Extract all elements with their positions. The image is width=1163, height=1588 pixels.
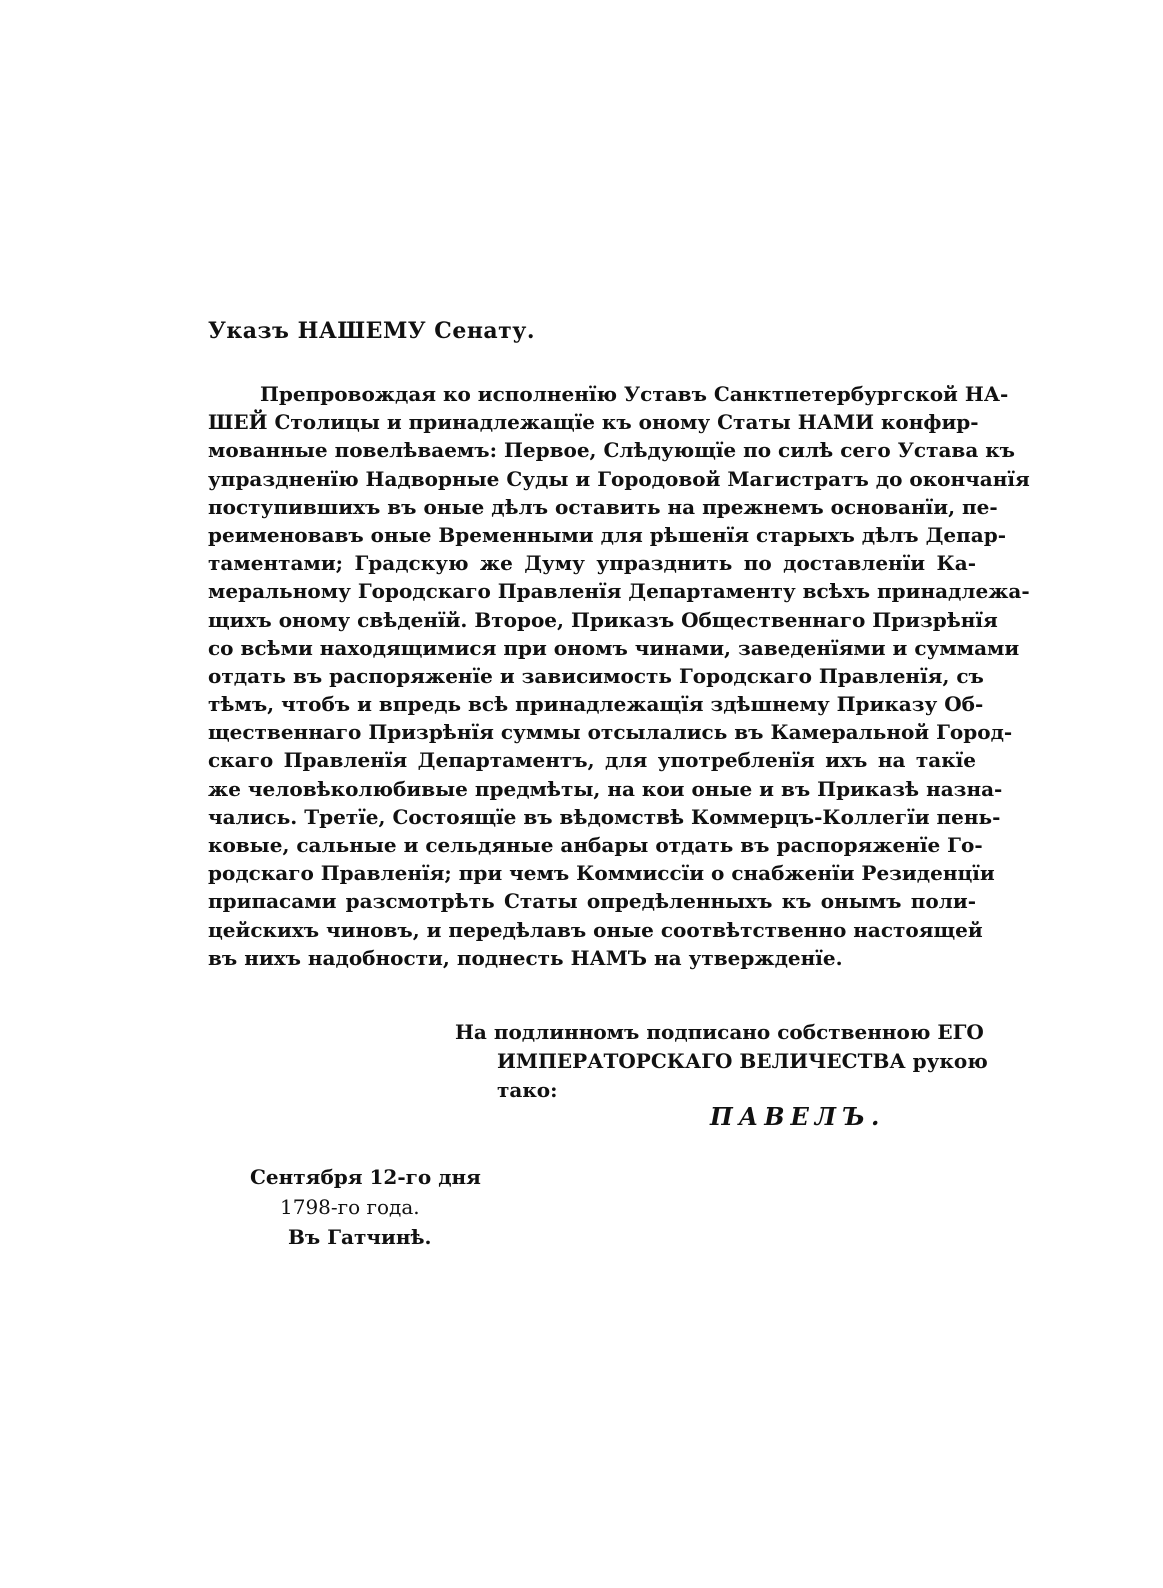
body-line: таментами; Градскую же Думу упразднить по доставленїи Ка- bbox=[208, 551, 976, 576]
decree-heading: Указъ НАШЕМУ Сенату. bbox=[208, 318, 536, 344]
body-line: скаго Правленїя Департаментъ, для употребленїя ихъ на такїе bbox=[208, 748, 976, 773]
year-line: 1798-го года. bbox=[280, 1195, 420, 1219]
body-line: со всѣми находящимися при ономъ чинами, заведенїями и суммами bbox=[208, 635, 1020, 660]
body-line: щественнаго Призрѣнїя суммы отсылались въ Камеральной Город- bbox=[208, 720, 1013, 745]
signature-note-line: На подлинномъ подписано собственною ЕГО bbox=[455, 1020, 984, 1044]
signature-note-line: тако: bbox=[497, 1078, 558, 1102]
body-line: поступившихъ въ оные дѣлъ оставить на прежнемъ основанїи, пе- bbox=[208, 494, 998, 519]
body-line: въ нихъ надобности, поднесть НАМЪ на утвержденїе. bbox=[208, 945, 843, 970]
decree-body bbox=[208, 380, 1030, 972]
place-line: Въ Гатчинѣ. bbox=[288, 1225, 432, 1249]
body-line: мованные повелѣваемъ: Первое, Слѣдующїе по силѣ сего Устава къ bbox=[208, 438, 1016, 463]
date-place bbox=[250, 1162, 481, 1252]
body-line: родскаго Правленїя; при чемъ Коммиссїи о снабженїи Резиденцїи bbox=[208, 861, 995, 886]
body-line: меральному Городскаго Правленїя Департаменту всѣхъ принадлежа- bbox=[208, 579, 1030, 604]
body-line: чались. Третїе, Состоящїе въ вѣдомствѣ Коммерцъ-Коллегїи пень- bbox=[208, 804, 1001, 829]
date-line: Сентября 12-го дня bbox=[250, 1165, 481, 1189]
body-line: ковые, сальные и сельдяные анбары отдать въ распоряженїе Го- bbox=[208, 833, 983, 857]
body-line: реименовавъ оные Временными для рѣшенїя старыхъ дѣлъ Депар- bbox=[208, 522, 1006, 547]
body-line: отдать въ распоряженїе и зависимость Городскаго Правленїя, съ bbox=[208, 663, 984, 688]
signer-name: ПАВЕЛЪ. bbox=[710, 1102, 886, 1131]
signature-note-line: ИМПЕРАТОРСКАГО ВЕЛИЧЕСТВА рукою bbox=[497, 1049, 988, 1073]
body-line: припасами разсмотрѣть Статы опредѣленныхъ къ онымъ поли- bbox=[208, 889, 976, 914]
body-line: цейскихъ чиновъ, и передѣлавъ оные соотвѣтственно настоящей bbox=[208, 917, 983, 942]
body-line: тѣмъ, чтобъ и впредь всѣ принадлежащїя здѣшнему Приказу Об- bbox=[208, 692, 984, 717]
body-line: же человѣколюбивые предмѣты, на кои оные и въ Приказѣ назна- bbox=[208, 776, 1003, 801]
body-line: ШЕЙ Столицы и принадлежащїе къ оному Статы НАМИ конфир- bbox=[208, 410, 979, 435]
body-line: упраздненїю Надворные Суды и Городовой Магистратъ до окончанїя bbox=[208, 466, 1030, 491]
body-line: Препровождая ко исполненїю Уставъ Санктпетербургской НА- bbox=[260, 382, 1009, 406]
signature-note bbox=[455, 1018, 988, 1105]
body-line: щихъ оному свѣденїй. Второе, Приказъ Общественнаго Призрѣнїя bbox=[208, 607, 998, 632]
